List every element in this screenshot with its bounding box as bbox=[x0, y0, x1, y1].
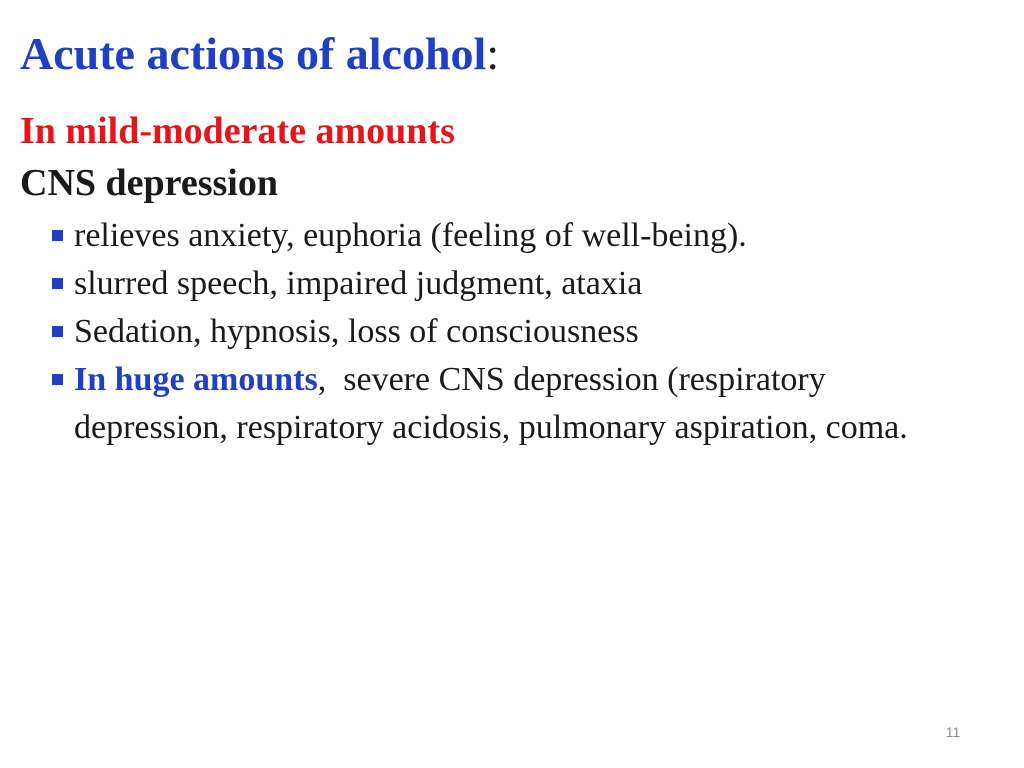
bullet-text: , severe CNS depression (respiratory depression, respiratory acidosis, pulmonary aspiration, coma. bbox=[74, 361, 908, 446]
slide-title-text: Acute actions of alcohol bbox=[20, 28, 487, 79]
bullet-emphasis-text: In huge amounts bbox=[74, 361, 318, 398]
list-item bbox=[48, 356, 988, 452]
page-number: 11 bbox=[945, 724, 961, 740]
bullet-text: Sedation, hypnosis, loss of consciousness bbox=[74, 313, 639, 350]
slide-title bbox=[20, 26, 499, 82]
bullet-text: slurred speech, impaired judgment, ataxia bbox=[74, 265, 643, 302]
subheading-cns-depression: CNS depression bbox=[20, 162, 278, 204]
subheading-dose-level: In mild-moderate amounts bbox=[20, 110, 455, 152]
list-item bbox=[48, 260, 988, 308]
list-item bbox=[48, 212, 988, 260]
square-bullet-icon bbox=[52, 326, 63, 337]
effects-bullet-list bbox=[48, 212, 988, 452]
square-bullet-icon bbox=[52, 230, 63, 241]
square-bullet-icon bbox=[52, 374, 63, 385]
slide-title-colon: : bbox=[486, 28, 500, 79]
bullet-text: relieves anxiety, euphoria (feeling of well-being). bbox=[74, 217, 747, 254]
list-item bbox=[48, 308, 988, 356]
square-bullet-icon bbox=[52, 278, 63, 289]
